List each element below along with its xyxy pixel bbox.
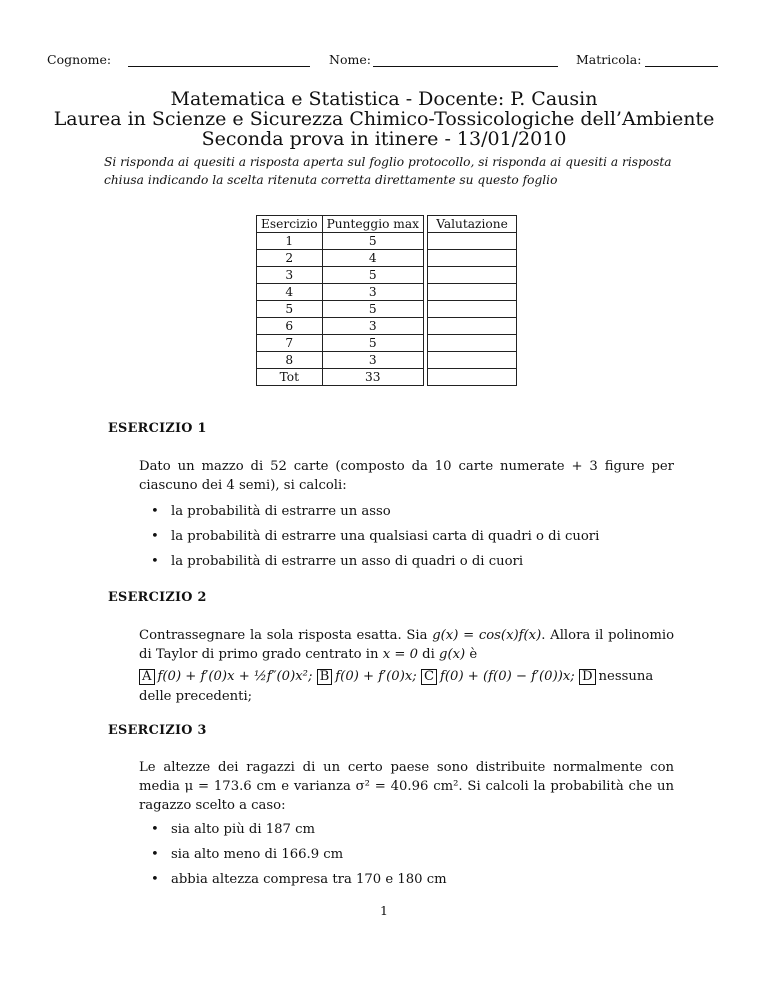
cell-valutazione[interactable] <box>428 233 517 250</box>
matricola-field-line[interactable] <box>645 66 718 67</box>
list-item: • la probabilità di estrarre un asso di quadri o di cuori <box>139 552 599 577</box>
ex2-options <box>139 667 674 686</box>
option-a-expr: f(0) + f′(0)x + ½f″(0)x²; <box>157 669 313 684</box>
list-item: • la probabilità di estrarre una qualsiasi carta di quadri o di cuori <box>139 527 599 552</box>
ex1-text: Dato un mazzo di 52 carte (composto da 10 carte numerate + 3 figure per ciascuno dei 4 semi), si calcoli: <box>139 459 674 493</box>
table-row <box>257 267 517 284</box>
cell-punteggio: 3 <box>322 318 423 335</box>
cell-valutazione[interactable] <box>428 352 517 369</box>
cell-punteggio: 5 <box>322 233 423 250</box>
table-row <box>257 250 517 267</box>
ex3-text: Le altezze dei ragazzi di un certo paese sono distribuite normalmente con media μ = 173.6 cm e varianza σ² = 40.96 cm². Si calcoli la probabilità che un ragazzo scelto a caso: <box>139 760 674 813</box>
cell-valutazione[interactable] <box>428 267 517 284</box>
cell-valutazione[interactable] <box>428 318 517 335</box>
cell-esercizio: 3 <box>257 267 323 284</box>
table-row <box>257 233 517 250</box>
option-d-expr: nessuna <box>598 669 654 684</box>
ex2-tail: delle precedenti; <box>139 689 253 704</box>
cell-punteggio: 5 <box>322 335 423 352</box>
instructions: Si risponda ai quesiti a risposta aperta sul foglio protocollo, si risponda ai quesiti a risposta chiusa indicando la scelta ritenuta corretta direttamente su questo foglio <box>104 155 672 187</box>
cell-punteggio: 33 <box>322 369 423 386</box>
ex2-heading: ESERCIZIO 2 <box>108 590 207 605</box>
cell-esercizio: 4 <box>257 284 323 301</box>
cell-esercizio: 5 <box>257 301 323 318</box>
option-c-expr: f(0) + (f(0) − f′(0))x; <box>440 669 575 684</box>
option-a-box[interactable]: A <box>139 669 155 685</box>
ex1-list <box>139 502 599 577</box>
option-d-box[interactable]: D <box>579 669 596 685</box>
course-title: Matematica e Statistica - Docente: P. Causin <box>170 88 598 110</box>
cell-punteggio: 4 <box>322 250 423 267</box>
cell-esercizio: Tot <box>257 369 323 386</box>
cell-valutazione[interactable] <box>428 369 517 386</box>
cell-punteggio: 5 <box>322 267 423 284</box>
table-row <box>257 335 517 352</box>
cognome-label: Cognome: <box>47 52 112 67</box>
cell-esercizio: 1 <box>257 233 323 250</box>
ex1-heading: ESERCIZIO 1 <box>108 421 207 436</box>
cell-esercizio: 2 <box>257 250 323 267</box>
ex3-list <box>139 820 447 895</box>
cell-valutazione[interactable] <box>428 301 517 318</box>
cell-valutazione[interactable] <box>428 250 517 267</box>
list-item: • sia alto meno di 166.9 cm <box>139 845 447 870</box>
ex3-heading: ESERCIZIO 3 <box>108 723 207 738</box>
option-b-box[interactable]: B <box>317 669 333 685</box>
cell-valutazione[interactable] <box>428 335 517 352</box>
nome-label: Nome: <box>329 52 371 67</box>
page-number: 1 <box>380 903 388 918</box>
cell-punteggio: 5 <box>322 301 423 318</box>
score-table <box>256 215 517 386</box>
cell-valutazione[interactable] <box>428 284 517 301</box>
col-header-punteggio: Punteggio max <box>322 216 423 233</box>
table-row <box>257 318 517 335</box>
ex2-text: Contrassegnare la sola risposta esatta. Sia g(x) = cos(x)f(x). Allora il polinomio di Taylor di primo grado centrato in x = 0 di g(x) è <box>139 628 675 662</box>
col-header-esercizio: Esercizio <box>257 216 323 233</box>
option-b-expr: f(0) + f′(0)x; <box>335 669 417 684</box>
exam-title: Seconda prova in itinere - 13/01/2010 <box>201 128 567 150</box>
score-table-header <box>257 216 517 233</box>
table-row <box>257 284 517 301</box>
matricola-label: Matricola: <box>576 52 642 67</box>
cell-punteggio: 3 <box>322 352 423 369</box>
cell-esercizio: 7 <box>257 335 323 352</box>
cognome-field-line[interactable] <box>128 66 310 67</box>
list-item: • la probabilità di estrarre un asso <box>139 502 599 527</box>
table-row <box>257 369 517 386</box>
degree-title: Laurea in Scienze e Sicurezza Chimico-Tossicologiche dell’Ambiente <box>53 108 715 130</box>
list-item: • sia alto più di 187 cm <box>139 820 447 845</box>
cell-punteggio: 3 <box>322 284 423 301</box>
table-row <box>257 352 517 369</box>
nome-field-line[interactable] <box>373 66 558 67</box>
option-c-box[interactable]: C <box>421 669 437 685</box>
cell-esercizio: 6 <box>257 318 323 335</box>
list-item: • abbia altezza compresa tra 170 e 180 cm <box>139 870 447 895</box>
table-row <box>257 301 517 318</box>
cell-esercizio: 8 <box>257 352 323 369</box>
col-header-valutazione: Valutazione <box>428 216 517 233</box>
